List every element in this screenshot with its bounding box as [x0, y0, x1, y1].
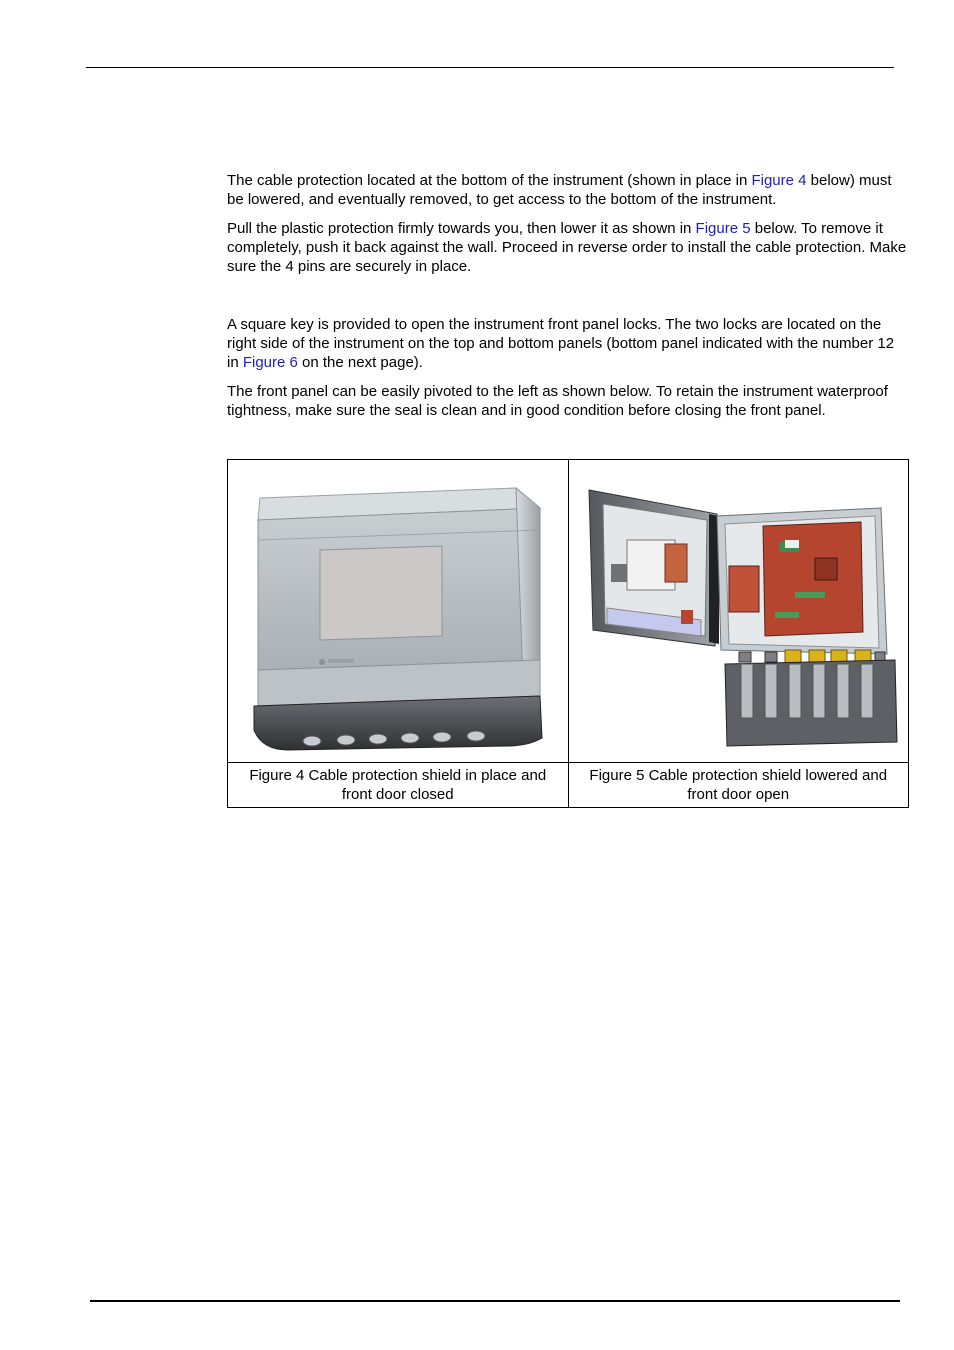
paragraph-text: The cable protection located at the bottom of the instrument (shown in place in: [227, 172, 752, 189]
paragraph-text: A square key is provided to open the instrument front panel locks. The two locks are located on the right side of the instrument on the top and bottom panels (bottom panel indicated with the number 12 in: [227, 316, 895, 371]
figure-4-enclosure-closed-image: [228, 460, 567, 762]
footer-rule: [90, 1300, 900, 1302]
paragraph-cable-protection: [227, 171, 907, 209]
figure-5-link[interactable]: Figure 5: [695, 220, 751, 237]
caption-line: Figure 4 Cable protection shield in place and: [249, 767, 547, 784]
figure-5-caption: [568, 763, 909, 808]
figure-table: [227, 459, 909, 808]
figure-4-caption: [228, 763, 569, 808]
caption-line: front door closed: [341, 786, 454, 803]
paragraph-text: Pull the plastic protection firmly towards you, then lower it as shown in: [227, 220, 696, 237]
paragraph-pull-protection: [227, 219, 907, 276]
figure-4-image-cell: [228, 460, 569, 763]
caption-line: Figure 5 Cable protection shield lowered and: [589, 767, 888, 784]
figure-4-link[interactable]: Figure 4: [751, 172, 807, 189]
figure-6-link[interactable]: Figure 6: [242, 354, 298, 371]
figure-5-image-cell: [568, 460, 909, 763]
paragraph-text: below) must be lowered, and eventually removed, to get access to the bottom of the instrument.: [227, 172, 892, 208]
header-rule: [86, 67, 894, 68]
paragraph-text: below. To remove it completely, push it back against the wall. Proceed in reverse order to install the cable protection. Make sure the 4 pins are securely in place.: [227, 220, 907, 275]
figure-5-enclosure-open-image: [569, 460, 908, 762]
paragraph-text: on the next page).: [297, 354, 423, 371]
paragraph-square-key: [227, 315, 907, 372]
paragraph-text: The front panel can be easily pivoted to the left as shown below. To retain the instrument waterproof tightness, make sure the seal is clean and in good condition before closing the front panel.: [227, 383, 888, 419]
paragraph-front-panel: [227, 382, 907, 420]
caption-line: front door open: [687, 786, 790, 803]
